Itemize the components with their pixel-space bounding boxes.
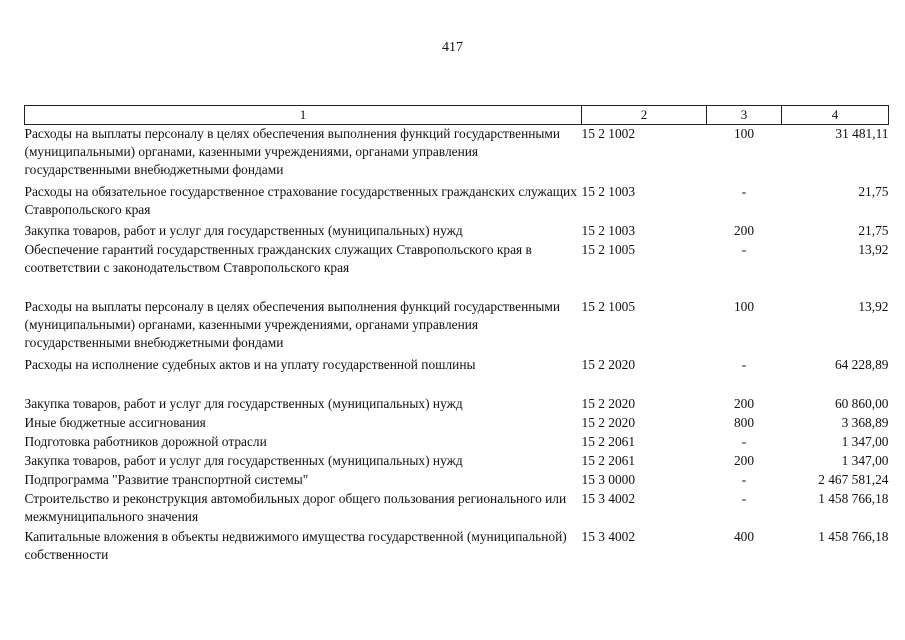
row-code: 15 2 2061 bbox=[581, 433, 636, 449]
column-header-amount: 4 bbox=[782, 106, 889, 125]
table-row bbox=[25, 241, 889, 298]
row-type: - bbox=[741, 241, 747, 257]
table-row bbox=[25, 222, 889, 241]
column-header-code: 2 bbox=[582, 106, 707, 125]
row-code: 15 3 4002 bbox=[581, 528, 636, 544]
table-row bbox=[25, 125, 889, 183]
table-row bbox=[25, 183, 889, 222]
row-name: Закупка товаров, работ и услуг для государственных (муниципальных) нужд bbox=[24, 395, 463, 411]
row-code: 15 3 4002 bbox=[581, 490, 636, 506]
row-name: Закупка товаров, работ и услуг для государственных (муниципальных) нужд bbox=[24, 222, 463, 238]
row-code: 15 2 1003 bbox=[581, 222, 636, 238]
row-code: 15 2 1005 bbox=[581, 298, 636, 314]
row-type: - bbox=[741, 356, 747, 372]
row-name: Иные бюджетные ассигнования bbox=[24, 414, 206, 430]
row-amount: 60 860,00 bbox=[834, 395, 889, 411]
row-amount: 1 347,00 bbox=[841, 452, 889, 468]
row-amount: 31 481,11 bbox=[835, 126, 889, 141]
row-type: 200 bbox=[733, 395, 755, 411]
row-name: Расходы на исполнение судебных актов и на уплату государственной пошлины bbox=[24, 356, 476, 372]
table-row bbox=[25, 528, 889, 566]
row-amount: 3 368,89 bbox=[841, 414, 889, 430]
row-code: 15 2 2020 bbox=[581, 395, 636, 411]
row-name: Расходы на выплаты персоналу в целях обеспечения выполнения функций государственными (муниципальными) органами, казенными учреждениями, органами управления государственными внебюджетными фондами bbox=[24, 298, 561, 350]
row-name: Расходы на обязательное государственное страхование государственных гражданских служащих Ставропольского края bbox=[24, 183, 577, 217]
row-amount: 13,92 bbox=[858, 241, 889, 257]
row-type: 200 bbox=[733, 452, 755, 468]
table-header bbox=[25, 106, 889, 125]
row-amount: 21,75 bbox=[858, 183, 889, 199]
row-code: 15 2 2061 bbox=[581, 452, 636, 468]
row-type: 800 bbox=[733, 414, 755, 430]
row-type: 100 bbox=[733, 298, 755, 314]
row-amount: 21,75 bbox=[858, 222, 889, 238]
table-row bbox=[25, 414, 889, 433]
row-amount: 13,92 bbox=[858, 298, 889, 314]
row-name: Строительство и реконструкция автомобильных дорог общего пользования регионального или межмуниципального значения bbox=[24, 490, 567, 524]
row-type: - bbox=[741, 471, 747, 487]
row-code: 15 2 1003 bbox=[581, 183, 636, 199]
table-row bbox=[25, 490, 889, 528]
row-name: Капитальные вложения в объекты недвижимого имущества государственной (муниципальной) собственности bbox=[24, 528, 567, 562]
table-row bbox=[25, 471, 889, 490]
row-amount: 1 458 766,18 bbox=[818, 490, 889, 506]
row-type: 200 bbox=[733, 222, 755, 238]
row-type: - bbox=[741, 490, 747, 506]
row-type: 400 bbox=[733, 528, 755, 544]
table-row bbox=[25, 356, 889, 395]
column-header-type: 3 bbox=[707, 106, 782, 125]
row-amount: 1 458 766,18 bbox=[818, 528, 889, 544]
row-name: Подпрограмма "Развитие транспортной системы" bbox=[24, 471, 309, 487]
row-amount: 2 467 581,24 bbox=[818, 471, 889, 487]
row-amount: 1 347,00 bbox=[841, 433, 889, 449]
column-header-name: 1 bbox=[25, 106, 582, 125]
row-name: Обеспечение гарантий государственных гражданских служащих Ставропольского края в соответствии с законодательством Ставропольского края bbox=[24, 241, 532, 275]
row-code: 15 2 2020 bbox=[581, 414, 636, 430]
row-type: 100 bbox=[733, 126, 755, 141]
row-code: 15 2 1005 bbox=[581, 241, 636, 257]
row-name: Закупка товаров, работ и услуг для государственных (муниципальных) нужд bbox=[24, 452, 463, 468]
page-number: 417 bbox=[442, 40, 463, 55]
table-row bbox=[25, 298, 889, 356]
row-name: Расходы на выплаты персоналу в целях обеспечения выполнения функций государственными (муниципальными) органами, казенными учреждениями, органами управления государственными внебюджетными фондами bbox=[24, 126, 561, 177]
row-name: Подготовка работников дорожной отрасли bbox=[24, 433, 267, 449]
row-amount: 64 228,89 bbox=[834, 356, 889, 372]
table-row bbox=[25, 452, 889, 471]
budget-table bbox=[24, 105, 889, 566]
row-code: 15 2 1002 bbox=[581, 126, 636, 141]
row-code: 15 2 2020 bbox=[581, 356, 636, 372]
table-row bbox=[25, 433, 889, 452]
table-row bbox=[25, 395, 889, 414]
row-code: 15 3 0000 bbox=[581, 471, 636, 487]
row-type: - bbox=[741, 183, 747, 199]
row-type: - bbox=[741, 433, 747, 449]
